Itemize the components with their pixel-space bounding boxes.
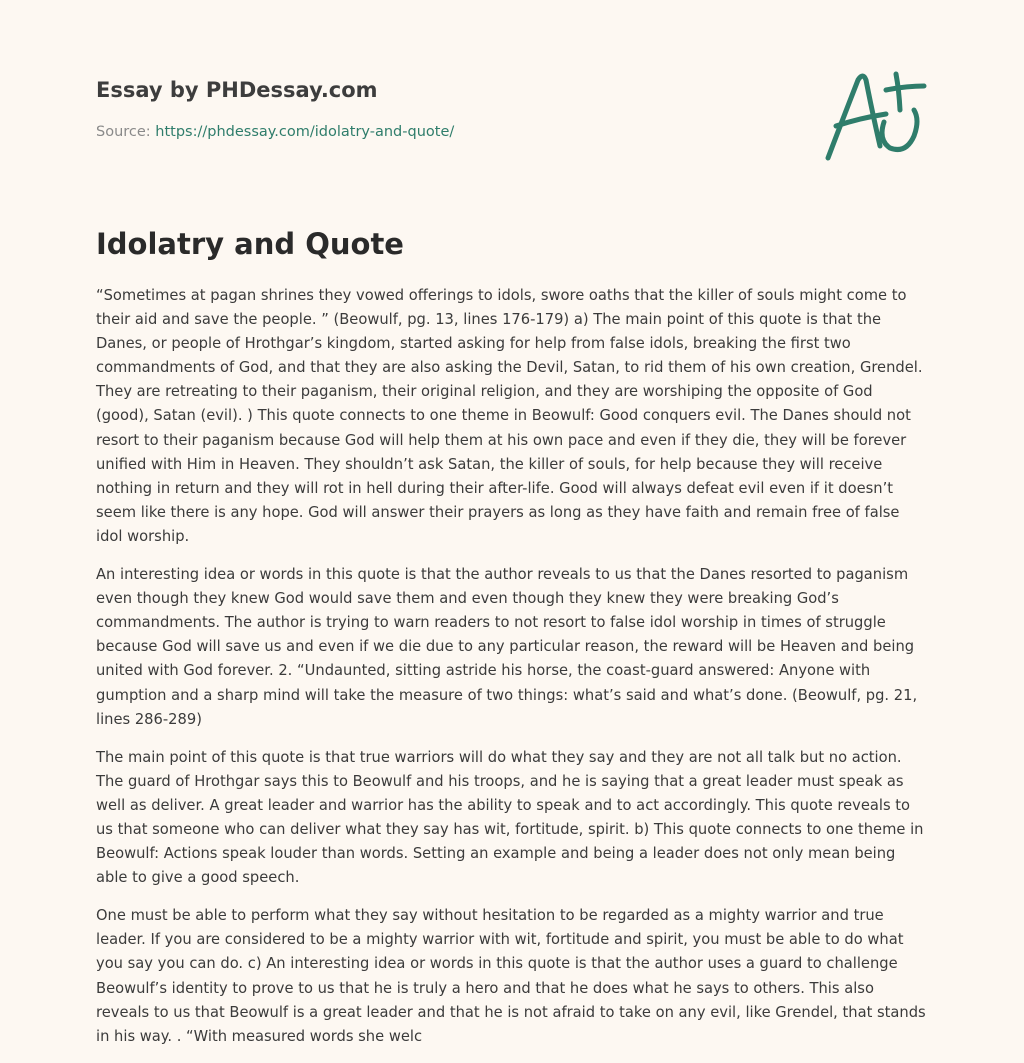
source-line <box>96 124 454 140</box>
a-plus-logo-icon <box>820 66 930 166</box>
essay-paragraph: “Sometimes at pagan shrines they vowed offerings to idols, swore oaths that the killer of souls might come to their aid and save the people. ” (Beowulf, pg. 13, lines 176-179) a) The main point of this quote is that the Danes, or people of Hrothgar’s kingdom, started asking for help from false idols, breaking the first two commandments of God, and that they are also asking the Devil, Satan, to rid them of his own creation, Grendel. They are retreating to their paganism, their original religion, and they are worshiping the opposite of God (good), Satan (evil). ) This quote connects to one theme in Beowulf: Good conquers evil. The Danes should not resort to their paganism because God will help them at his own pace and even if they die, they will be forever unified with Him in Heaven. They shouldn’t ask Satan, the killer of souls, for help because they will receive nothing in return and they will rot in hell during their after-life. Good will always defeat evil even if it doesn’t seem like there is any hope. God will answer their prayers as long as they have faith and remain free of false idol worship. <box>96 287 923 545</box>
brand-title: Essay by PHDessay.com <box>96 78 378 102</box>
source-label: Source: <box>96 124 151 140</box>
essay-paragraph: The main point of this quote is that true warriors will do what they say and they are not all talk but no action. The guard of Hrothgar says this to Beowulf and his troops, and he is saying that a great leader must speak as well as deliver. A great leader and warrior has the ability to speak and to act accordingly. This quote reveals to us that someone who can deliver what they say has wit, fortitude, spirit. b) This quote connects to one theme in Beowulf: Actions speak louder than words. Setting an example and being a leader does not only mean being able to give a good speech. <box>96 748 924 887</box>
essay-title: Idolatry and Quote <box>96 227 404 261</box>
source-link[interactable]: https://phdessay.com/idolatry-and-quote/ <box>155 124 455 140</box>
essay-paragraph: An interesting idea or words in this quote is that the author reveals to us that the Danes resorted to paganism even though they knew God would save them and even though they knew they were breaking God’s commandments. The author is trying to warn readers to not resort to false idol worship in times of struggle because God will save us and even if we die due to any particular reason, the reward will be Heaven and being united with God forever. 2. “Undaunted, sitting astride his horse, the coast-guard answered: Anyone with gumption and a sharp mind will take the measure of two things: what’s said and what’s done. (Beowulf, pg. 21, lines 286-289) <box>96 566 918 728</box>
essay-body <box>96 284 930 1063</box>
essay-paragraph: One must be able to perform what they say without hesitation to be regarded as a mighty warrior and true leader. If you are considered to be a mighty warrior with wit, fortitude and spirit, you must be able to do what you say you can do. c) An interesting idea or words in this quote is that the author uses a guard to challenge Beowulf’s identity to prove to us that he is truly a hero and that he does what he says to others. This also reveals to us that Beowulf is a great leader and that he is not afraid to take on any evil, like Grendel, that stands in his way. . “With measured words she welc <box>96 907 926 1045</box>
site-header <box>96 76 796 104</box>
